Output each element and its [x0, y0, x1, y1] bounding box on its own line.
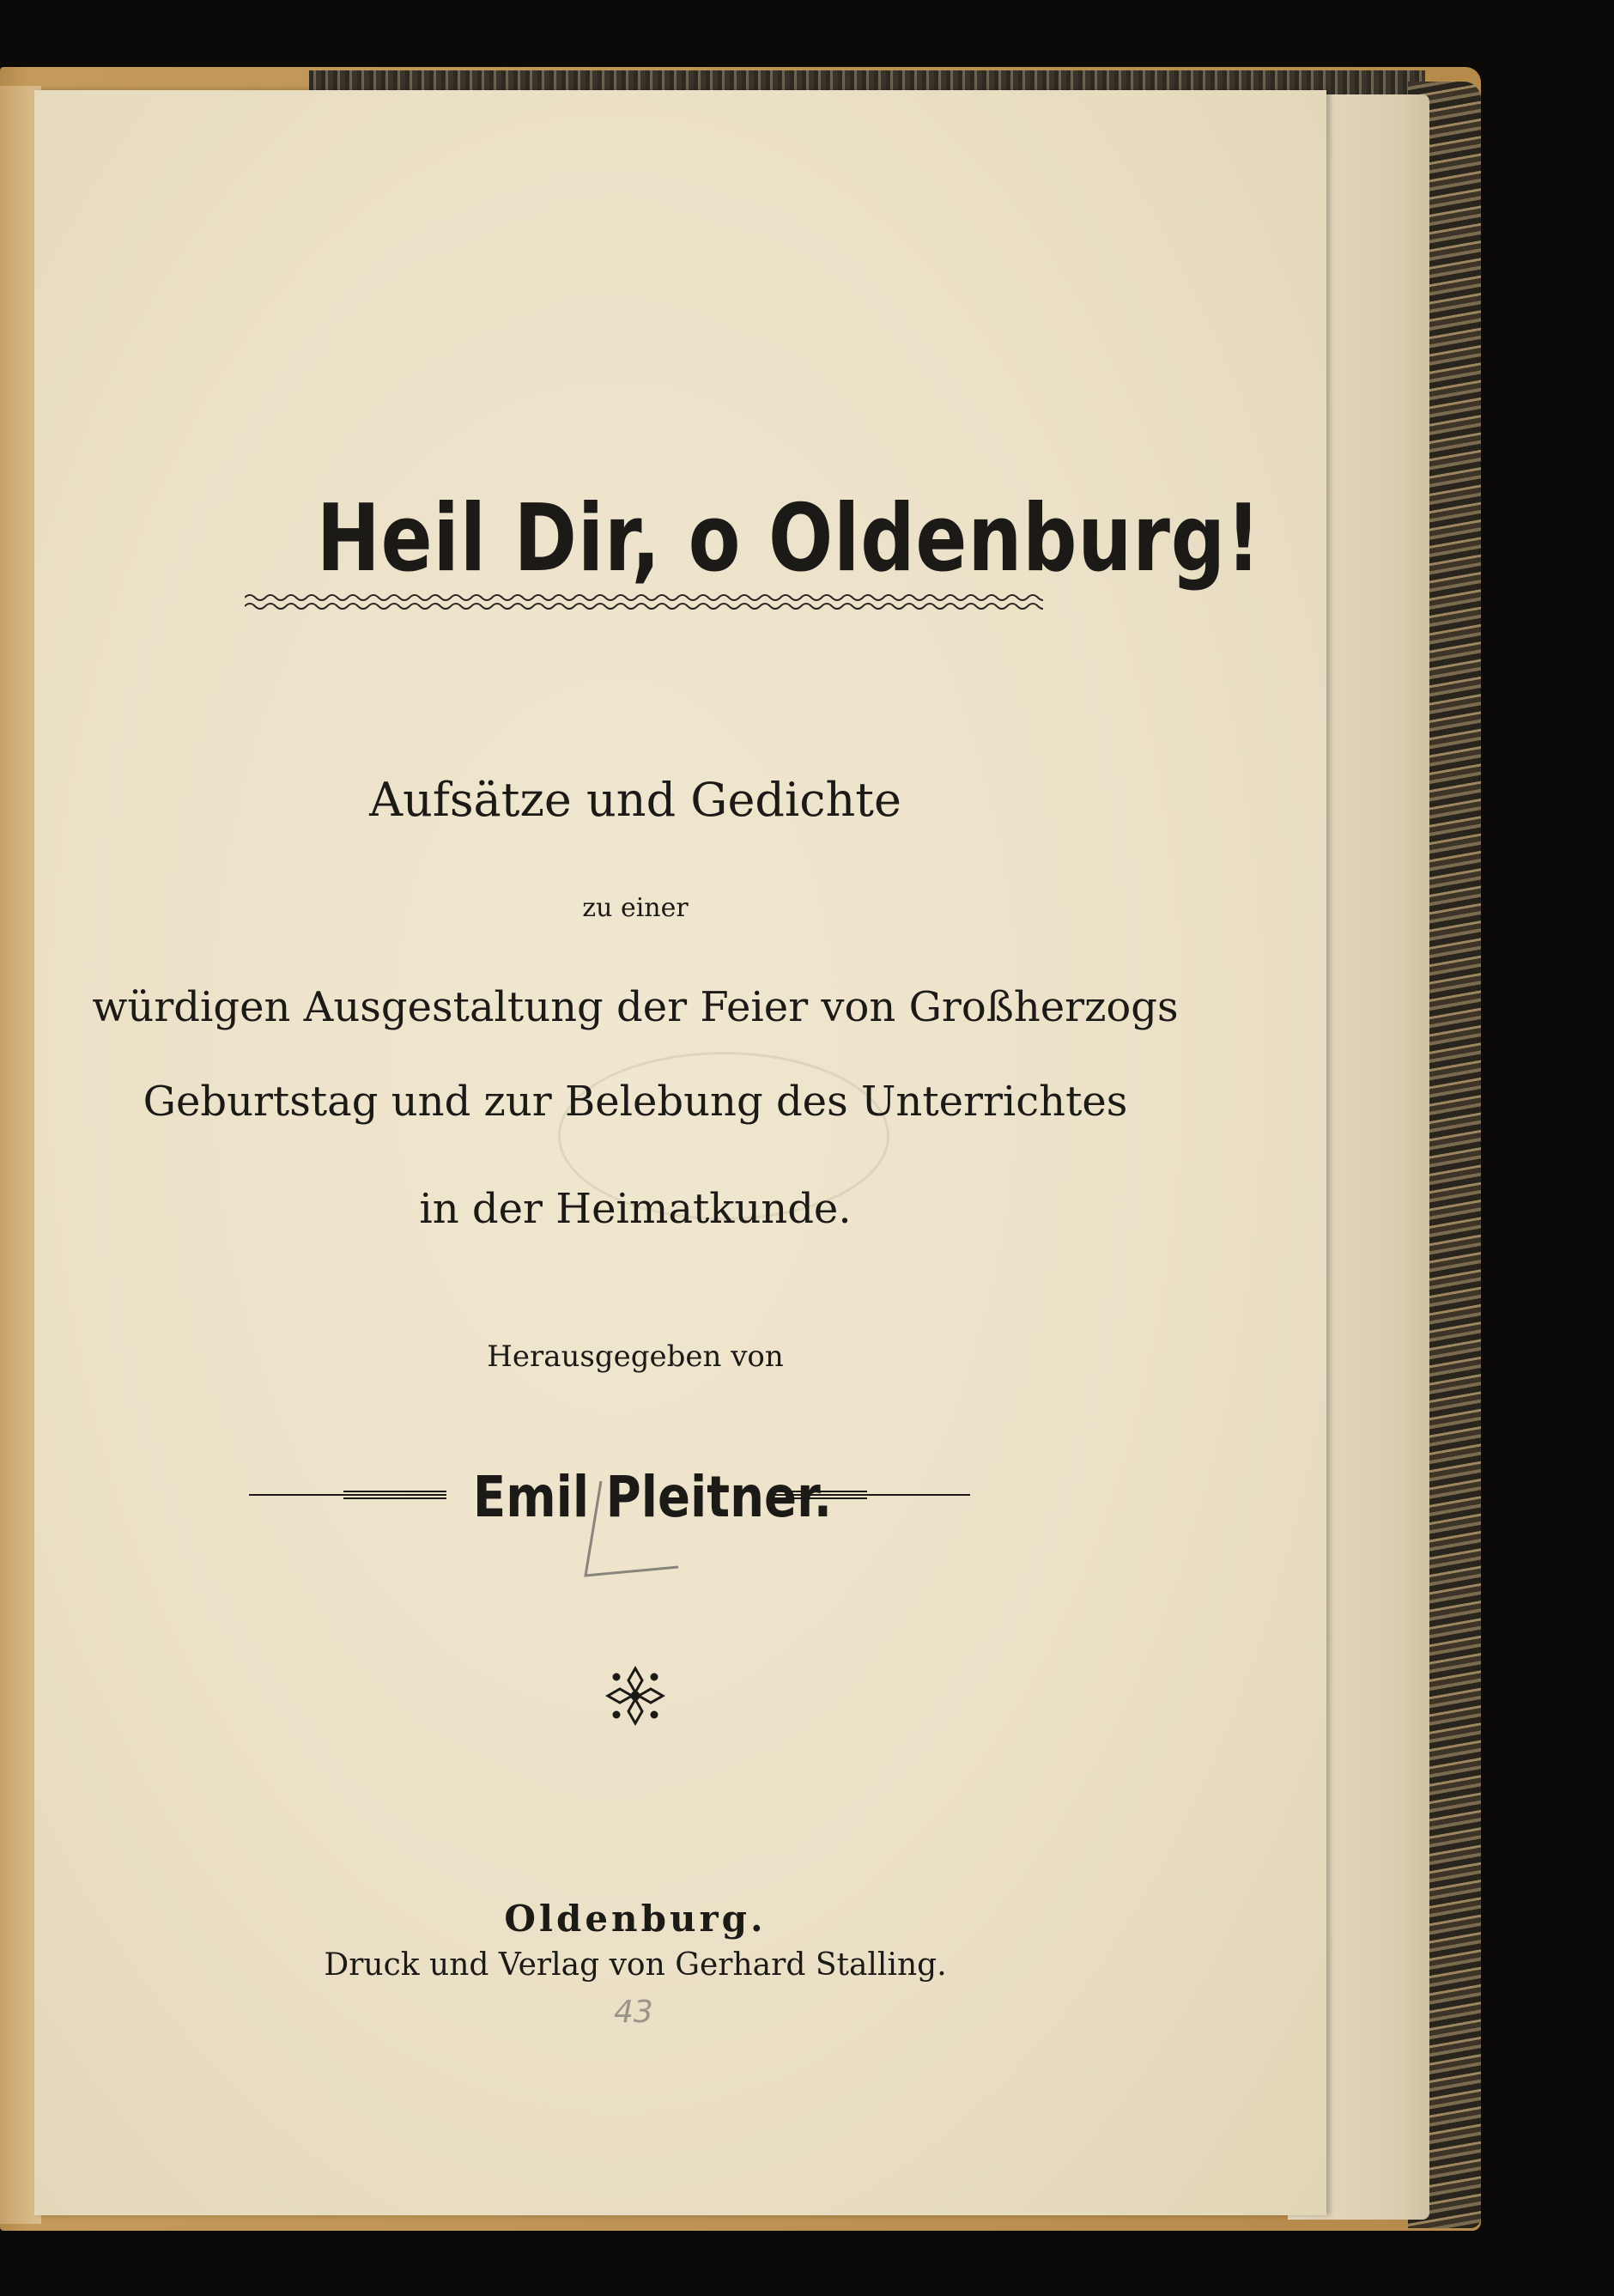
title-page	[34, 90, 1326, 2215]
publisher-line: Druck und Verlag von Gerhard Stalling.	[324, 1947, 947, 1983]
author-rule-right	[773, 1488, 970, 1509]
description-line-1: würdigen Ausgestaltung der Feier von Großherzogs	[92, 983, 1179, 1031]
author-rule-left	[249, 1488, 446, 1509]
description-line-3: in der Heimatkunde.	[419, 1185, 852, 1233]
book-title: Heil Dir, o Oldenburg!	[316, 485, 1262, 592]
pencil-number: 43	[614, 1995, 653, 2030]
book-subtitle: Aufsätze und Gedichte	[369, 773, 901, 827]
publication-place: Oldenburg.	[504, 1898, 767, 1940]
description-line-2: Geburtstag und zur Belebung des Unterrichtes	[143, 1078, 1128, 1126]
floral-ornament-icon	[601, 1661, 670, 1730]
pencil-mark	[575, 1473, 695, 1593]
connector-text: zu einer	[582, 893, 689, 923]
editor-label: Herausgegeben von	[487, 1339, 784, 1374]
title-wavy-underline	[245, 592, 1043, 613]
author-name: Emil Pleitner.	[472, 1464, 833, 1530]
